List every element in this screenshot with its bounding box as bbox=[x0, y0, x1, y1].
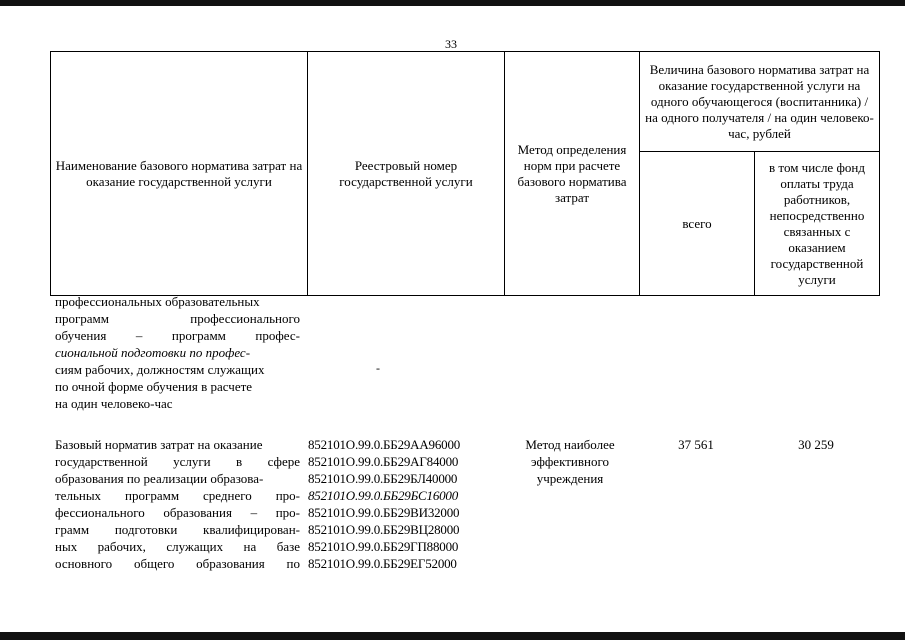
desc-line: профессиональных образовательных bbox=[55, 294, 260, 309]
desc-line: государственной услуги в сфере bbox=[55, 454, 300, 469]
method-line: учреждения bbox=[536, 471, 604, 486]
header-name-cell: Наименование базового норматива затрат на оказание государственной услуги bbox=[51, 52, 308, 296]
header-table bbox=[50, 51, 880, 296]
header-registry-cell: Реестровый номер государственной услуги bbox=[308, 52, 505, 296]
scan-border-top bbox=[0, 0, 905, 6]
registry-code: 852101О.99.0.ББ29ВЦ28000 bbox=[308, 522, 460, 537]
row2-registry-codes bbox=[308, 436, 498, 572]
registry-code: 852101О.99.0.ББ29АГ84000 bbox=[308, 454, 459, 469]
desc-line: на один человеко-час bbox=[55, 396, 173, 411]
desc-line: образования по реализации образова- bbox=[55, 471, 264, 486]
row2-description bbox=[55, 436, 300, 572]
desc-line: сиональной подготовки по профес- bbox=[55, 345, 251, 360]
desc-line: Базовый норматив затрат на оказание bbox=[55, 437, 263, 452]
header-total-cell: всего bbox=[640, 152, 755, 296]
desc-line: ных рабочих, служащих на базе bbox=[55, 539, 300, 554]
header-method-cell: Метод определения норм при расчете базового норматива затрат bbox=[505, 52, 640, 296]
desc-line: основного общего образования по bbox=[55, 556, 300, 571]
method-line: эффективного bbox=[531, 454, 609, 469]
row1-registry-mark: - bbox=[376, 361, 380, 375]
desc-line: по очной форме обучения в расчете bbox=[55, 379, 253, 394]
registry-code: 852101О.99.0.ББ29БС16000 bbox=[308, 488, 459, 503]
registry-code: 852101О.99.0.ББ29БЛ40000 bbox=[308, 471, 458, 486]
desc-line: грамм подготовки квалифицирован- bbox=[55, 522, 300, 537]
desc-line: обучения – программ профес- bbox=[55, 328, 300, 343]
desc-line: сиям рабочих, должностям служащих bbox=[55, 362, 265, 377]
row2-method bbox=[508, 436, 632, 487]
page-number: 33 bbox=[445, 37, 457, 51]
row1-description bbox=[55, 293, 300, 412]
registry-code: 852101О.99.0.ББ29ЕГ52000 bbox=[308, 556, 457, 571]
row2-fund-value: 30 259 bbox=[798, 437, 834, 452]
registry-code: 852101О.99.0.ББ29АА96000 bbox=[308, 437, 461, 452]
desc-line: программ профессионального bbox=[55, 311, 300, 326]
desc-line: тельных программ среднего про- bbox=[55, 488, 300, 503]
header-fund-cell: в том числе фонд оплаты труда работников, непосредственно связанных с оказанием государственной услуги bbox=[755, 152, 880, 296]
header-value-cell: Величина базового норматива затрат на оказание государственной услуги на одного обучающегося (воспитанника) / на одного получателя / на один человеко-час, рублей bbox=[640, 52, 880, 152]
registry-code: 852101О.99.0.ББ29ВИ32000 bbox=[308, 505, 460, 520]
desc-line: фессионального образования – про- bbox=[55, 505, 300, 520]
method-line: Метод наиболее bbox=[525, 437, 615, 452]
row2-total-value: 37 561 bbox=[678, 437, 714, 452]
scan-border-bottom bbox=[0, 632, 905, 640]
registry-code: 852101О.99.0.ББ29ГП88000 bbox=[308, 539, 459, 554]
